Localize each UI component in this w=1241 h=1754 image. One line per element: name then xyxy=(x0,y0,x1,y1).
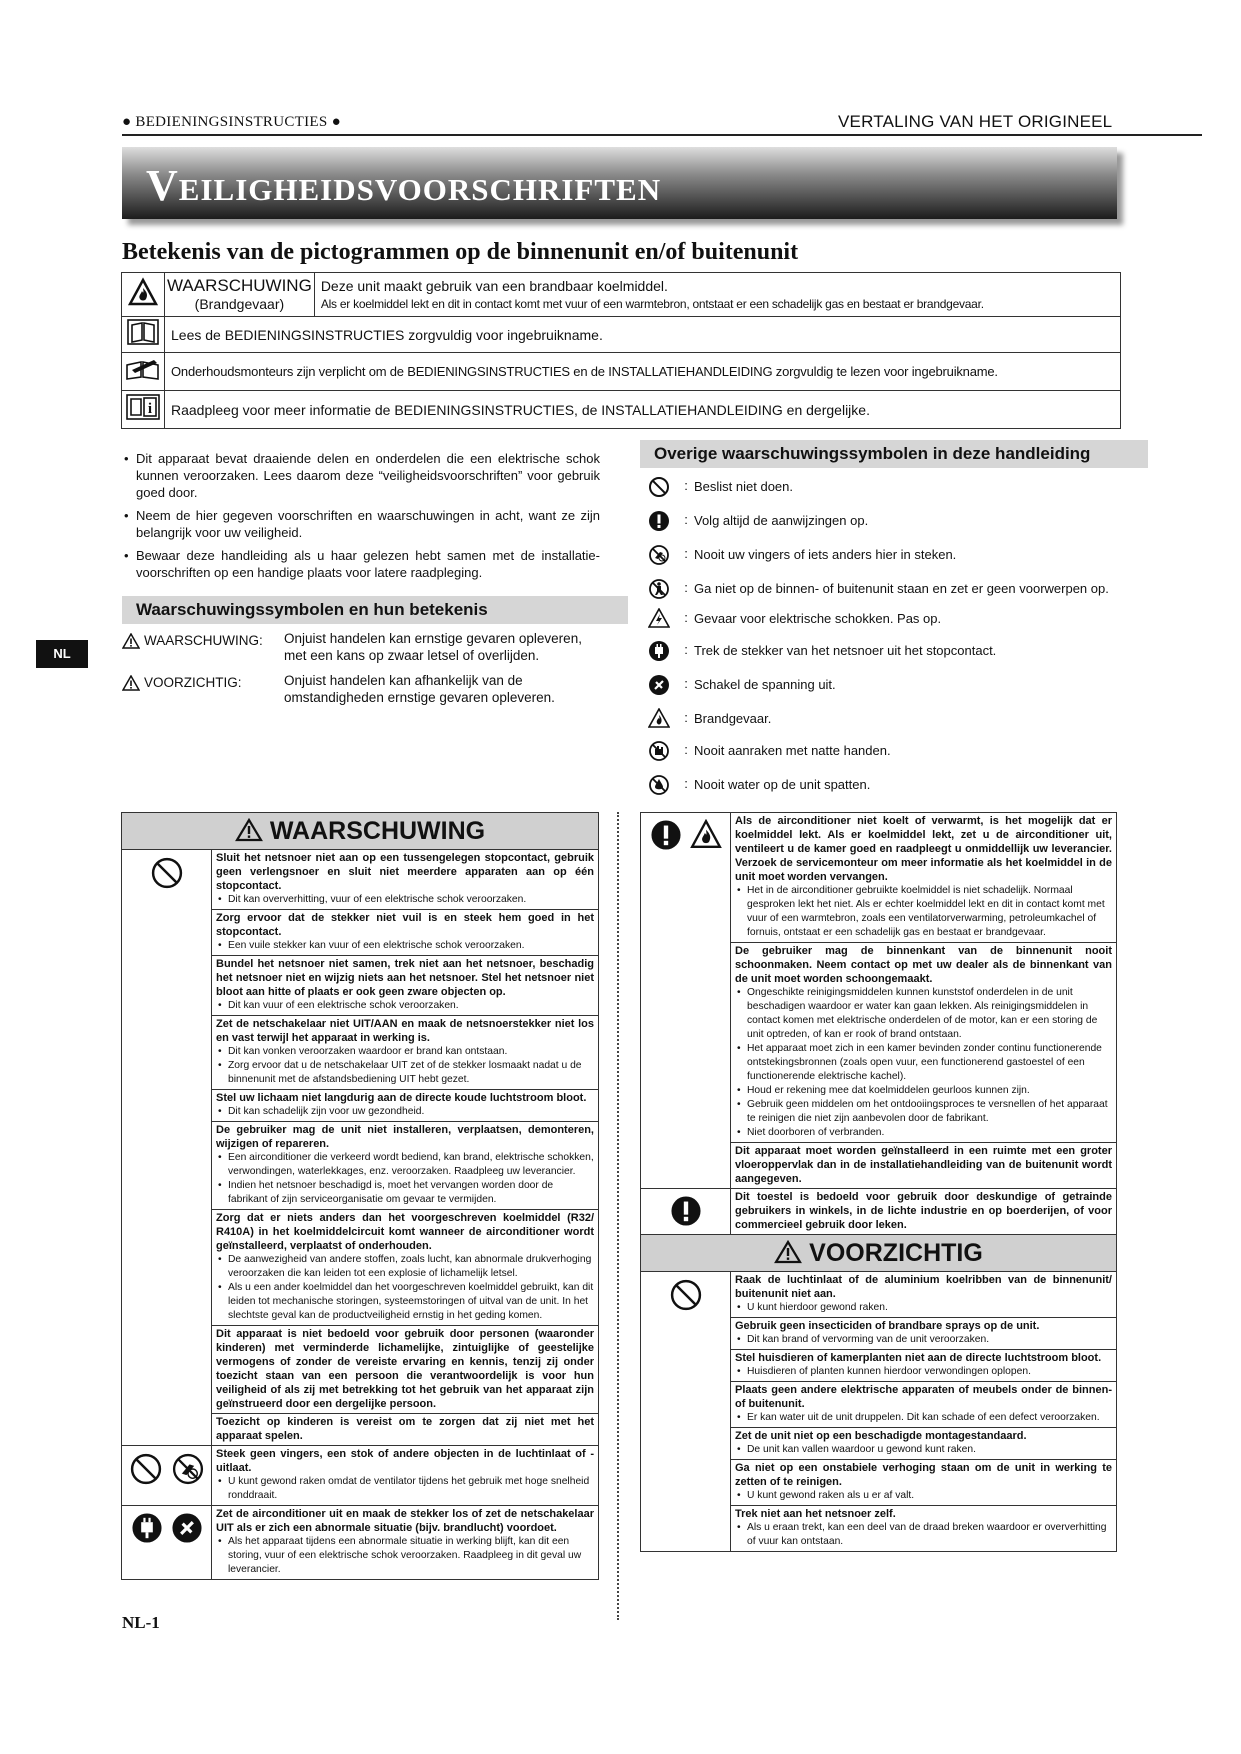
warning-item-bullet: • Als u eraan trekt, kan een deel van de draad breken waardoor er oververhitting of vuur kan ontstaan. xyxy=(735,1521,1112,1549)
warning-group xyxy=(122,1506,598,1579)
page-title: Veiligheidsvoorschriften xyxy=(146,161,662,210)
symbol-text: Nooit aanraken met natte handen. xyxy=(694,743,891,758)
pictogram-cell xyxy=(122,317,165,353)
caution-symbol-text: Onjuist handelen kan afhankelijk van de omstandigheden ernstige gevaren opleveren. xyxy=(284,673,555,705)
pictogram-cell xyxy=(122,273,165,317)
intro-bullet: • Neem de hier gegeven voorschriften en waarschuwingen in acht, want ze zijn belangrijk voor uw veiligheid. xyxy=(122,507,600,541)
warning-item-title: Als de airconditioner niet koelt of verwarmt, is het mogelijk dat er koelmiddel lekt. Als er koelmiddel lekt, zet u de airconditioner uit, ventileert u de kamer goed en raadpleegt u onmiddellijk uw leverancier. Verzoek de servicemonteur om meer informatie als het koelmiddel in de unit moet worden vervangen. xyxy=(735,815,1112,883)
warning-group xyxy=(641,813,1116,1189)
warning-item-title: Ga niet op een onstabiele verhoging staan om de unit in werking te zetten of te reinigen. xyxy=(735,1462,1112,1488)
warning-item-title: Toezicht op kinderen is vereist om te zorgen dat zij niet met het apparaat spelen. xyxy=(216,1416,594,1442)
warning-item xyxy=(212,1016,598,1090)
caution-symbol-label: VOORZICHTIG: xyxy=(144,675,242,690)
warning-item xyxy=(731,813,1116,943)
fire-warning-icon xyxy=(128,277,158,307)
symbol-colon: : xyxy=(684,710,688,725)
warning-item xyxy=(212,1210,598,1326)
symbol-text: Trek de stekker van het netsnoer uit het stopcontact. xyxy=(694,643,997,658)
warning-symbol-row xyxy=(122,630,600,664)
right-warning-table xyxy=(640,812,1117,1552)
symbol-text: Ga niet op de binnen- of buitenunit staan en zet er geen voorwerpen op. xyxy=(694,581,1109,596)
header-left-title: ● BEDIENINGSINSTRUCTIES ● xyxy=(122,114,341,130)
warning-group-icons xyxy=(641,1189,731,1234)
warning-group-icons xyxy=(641,1272,731,1551)
warning-label: WAARSCHUWING xyxy=(167,275,312,295)
svg-text:i: i xyxy=(147,401,153,417)
caution-table-header xyxy=(641,1234,1116,1272)
warning-group-items xyxy=(212,1446,598,1505)
power-off-icon xyxy=(648,674,670,696)
warning-group-items xyxy=(212,850,598,1445)
warning-item xyxy=(212,1414,598,1445)
warning-item-bullet: • Als u een ander koelmiddel dan het voorgeschreven koelmiddel gebruikt, kan dit leiden tot mechanische storingen, systeemstoringen of uitval van de unit. In het slechtste geval kan de productveiligheid ernstig in het geding komen. xyxy=(216,1281,594,1323)
caution-table-title: VOORZICHTIG xyxy=(809,1239,983,1267)
warning-item-bullet: • Het in de airconditioner gebruikte koelmiddel is niet schadelijk. Normaal gesproken lekt het niet. Als er echter koelmiddel lekt en dit in contact komt met vuur of een warmtebron, zoals een ventilatorverwarming, petroleumkachel of fornuis, ontstaat er een schadelijk gas en bestaat er brandgevaar. xyxy=(735,884,1112,940)
fire-hazard-label: (Brandgevaar) xyxy=(194,295,285,312)
info-text: Raadpleeg voor meer informatie de BEDIENINGSINSTRUCTIES, de INSTALLATIEHANDLEIDING en dergelijke. xyxy=(165,391,1121,429)
warning-item xyxy=(212,1122,598,1210)
warning-table xyxy=(121,812,599,1580)
warning-group-icons xyxy=(122,1446,212,1505)
symbol-colon: : xyxy=(684,776,688,791)
warning-item-bullet: • Houd er rekening mee dat koelmiddelen geurloos kunnen zijn. xyxy=(735,1084,1112,1098)
warning-item-bullet: • Niet doorboren of verbranden. xyxy=(735,1126,1112,1140)
warning-item xyxy=(731,1382,1116,1428)
warning-item xyxy=(212,910,598,956)
warning-symbol-row xyxy=(122,672,600,706)
pictogram-row xyxy=(122,391,1121,429)
fire-hazard-icon xyxy=(648,708,670,728)
pictogram-row xyxy=(122,317,1121,353)
intro-bullet: • Dit apparaat bevat draaiende delen en onderdelen die een elektrische schok kunnen veroorzaken. Lees daarom deze “veiligheidsvoorschriften” voor gebruik goed door. xyxy=(122,450,600,501)
service-manual-text: Onderhoudsmonteurs zijn verplicht om de BEDIENINGSINSTRUCTIES en de INSTALLATIEHANDLEIDING zorgvuldig te lezen voor ingebruikname. xyxy=(165,353,1121,391)
warning-item xyxy=(212,1326,598,1414)
pictogram-section-heading: Betekenis van de pictogrammen op de binnenunit en/of buitenunit xyxy=(122,239,799,265)
warning-item-bullet: • Dit kan vuur of een elektrische schok veroorzaken. xyxy=(216,999,594,1013)
warning-item xyxy=(212,850,598,910)
warning-item-bullet: • Een vuile stekker kan vuur of een elektrische schok veroorzaken. xyxy=(216,939,594,953)
intro-bullet: • Bewaar deze handleiding als u haar gelezen hebt samen met de installatie-voorschriften op een handige plaats voor latere raadpleging. xyxy=(122,547,600,581)
warning-group xyxy=(641,1272,1116,1551)
symbol-colon: : xyxy=(684,642,688,657)
page-number: NL-1 xyxy=(122,1613,160,1632)
unplug-icon xyxy=(648,640,670,662)
warning-table-title: WAARSCHUWING xyxy=(269,817,486,845)
warning-item-bullet: • Als het apparaat tijdens een abnormale situatie in werking blijft, kan dit een storing, vuur of een elektrische schok veroorzaken. Raadpleeg in dit geval uw leverancier. xyxy=(216,1535,594,1577)
symbol-row xyxy=(648,510,1118,535)
warning-group-items xyxy=(731,1272,1116,1551)
prohibited-icon xyxy=(669,1278,703,1551)
symbol-text: Gevaar voor elektrische schokken. Pas op. xyxy=(694,611,942,626)
other-symbols-list xyxy=(648,476,1118,808)
warning-table-header xyxy=(122,813,598,850)
intro-bullets xyxy=(122,450,600,587)
warning-item xyxy=(731,1428,1116,1460)
pictogram-label-cell xyxy=(165,273,315,317)
warning-item-bullet: • Er kan water uit de unit druppelen. Dit kan schade of een defect veroorzaken. xyxy=(735,1411,1112,1425)
no-fingers-icon xyxy=(648,544,670,566)
warning-item-title: Zet de unit niet op een beschadigde montagestandaard. xyxy=(735,1430,1027,1442)
warning-item-title: Zet de airconditioner uit en maak de stekker los of zet de netschakelaar UIT als er zich een abnormale situatie (bijv. brandlucht) voordoet. xyxy=(216,1508,594,1534)
symbol-row xyxy=(648,578,1118,603)
warning-item-title: Trek niet aan het netsnoer zelf. xyxy=(735,1508,896,1520)
warning-item-title: Gebruik geen insecticiden of brandbare sprays op de unit. xyxy=(735,1320,1040,1332)
warning-item xyxy=(731,1506,1116,1551)
warning-triangle-icon xyxy=(235,818,263,842)
warning-symbols-heading: Waarschuwingssymbolen en hun betekenis xyxy=(122,596,628,624)
warning-group-items xyxy=(212,1506,598,1579)
warning-item-bullet: • Gebruik geen middelen om het ontdooiingsproces te versnellen of het apparaat te reinigen die niet zijn aanbevolen door de fabrikant. xyxy=(735,1098,1112,1126)
warning-triangle-icon xyxy=(122,633,140,649)
warning-item xyxy=(731,1272,1116,1318)
warning-item-title: Stel huisdieren of kamerplanten niet aan de directe luchtstroom bloot. xyxy=(735,1352,1102,1364)
pictogram-table xyxy=(121,272,1121,429)
caution-triangle-icon xyxy=(122,675,140,691)
warning-item xyxy=(731,1143,1116,1188)
warning-item-bullet: • Dit kan oververhitting, vuur of een elektrische schok veroorzaken. xyxy=(216,893,594,907)
warning-item xyxy=(212,1506,598,1579)
service-manual-icon xyxy=(124,357,162,381)
no-stepping-icon xyxy=(648,578,670,600)
pictogram-cell xyxy=(122,391,165,429)
fire-warning-icon xyxy=(690,819,722,1188)
warning-item xyxy=(212,1090,598,1122)
manual-book-icon xyxy=(127,319,159,345)
symbol-text: Nooit water op de unit spatten. xyxy=(694,777,871,792)
symbol-row xyxy=(648,608,1118,631)
warning-item-bullet: • Indien het netsnoer beschadigd is, moet het vervangen worden door de fabrikant of zijn serviceorganisatie om gevaar te vermijden. xyxy=(216,1179,594,1207)
caution-triangle-icon xyxy=(774,1240,802,1264)
no-fingers-icon xyxy=(171,1452,205,1505)
warning-item-bullet: • U kunt gewond raken als u er af valt. xyxy=(735,1489,1112,1503)
mandatory-icon xyxy=(650,819,682,1188)
warning-item-bullet: • Huisdieren of planten kunnen hierdoor verwondingen oplopen. xyxy=(735,1365,1112,1379)
warning-item-title: Dit apparaat is niet bedoeld voor gebruik door personen (waaronder kinderen) met verminderde lichamelijke, zintuiglijke of geestelijke vermogens of zonder de vereiste ervaring en kennis, tenzij zij onder toezicht staan van een persoon die verantwoordelijk is voor hun veiligheid of als zij met betrekking tot het gebruik van het apparaat zijn geïnstrueerd door een dergelijke persoon. xyxy=(216,1328,594,1410)
language-tab: NL xyxy=(36,640,88,668)
warning-item-bullet: • Ongeschikte reinigingsmiddelen kunnen kunststof onderdelen in de unit beschadigen waardoor er water kan gaan lekken. Als reinigingsmiddelen in contact komen met elektrische onderdelen of de motor, kan er een storing de unit optreden, of kan er rook of brand ontstaan. xyxy=(735,986,1112,1042)
pictogram-text-cell xyxy=(314,273,1120,317)
warning-item xyxy=(212,956,598,1016)
warning-group xyxy=(122,1446,598,1506)
warning-group xyxy=(122,850,598,1446)
warning-item-title: Raak de luchtinlaat of de aluminium koelribben van de binnenunit/ buitenunit niet aan. xyxy=(735,1274,1112,1300)
warning-item-bullet: • Een airconditioner die verkeerd wordt bediend, kan brand, elektrische schokken, verwondingen, waterlekkages, enz. veroorzaken. Raadpleeg uw leverancier. xyxy=(216,1151,594,1179)
warning-group-items xyxy=(731,1189,1116,1234)
warning-item-title: De gebruiker mag de binnenkant van de binnenunit nooit schoonmaken. Neem contact op met uw dealer als de binnenkant van de unit moet worden schoongemaakt. xyxy=(735,945,1112,985)
symbol-row xyxy=(648,674,1118,699)
warning-item-bullet: • Dit kan schadelijk zijn voor uw gezondheid. xyxy=(216,1105,594,1119)
header-rule xyxy=(122,134,1202,136)
pictogram-row xyxy=(122,273,1121,317)
mandatory-icon xyxy=(648,510,670,532)
symbol-row xyxy=(648,740,1118,765)
prohibited-icon xyxy=(648,476,670,498)
symbol-row xyxy=(648,476,1118,501)
symbol-colon: : xyxy=(684,742,688,757)
power-off-icon xyxy=(171,1512,203,1579)
warning-item xyxy=(731,1350,1116,1382)
warning-group-icons xyxy=(641,813,731,1188)
no-water-splash-icon xyxy=(648,774,670,796)
warning-item-title: Zet de netschakelaar niet UIT/AAN en maak de netsnoerstekker niet los en vast terwijl het apparaat in werking is. xyxy=(216,1018,594,1044)
warning-item-title: Steek geen vingers, een stok of andere objecten in de luchtinlaat of -uitlaat. xyxy=(216,1448,594,1474)
warning-item xyxy=(731,1189,1116,1234)
symbol-row xyxy=(648,708,1118,731)
header-right-title: VERTALING VAN HET ORIGINEEL xyxy=(838,112,1113,131)
warning-item xyxy=(731,1318,1116,1350)
warning-item xyxy=(731,1460,1116,1506)
warning-item-bullet: • Dit kan vonken veroorzaken waardoor er brand kan ontstaan. xyxy=(216,1045,594,1059)
prohibited-icon xyxy=(129,1452,163,1505)
warning-item-title: Zorg dat er niets anders dan het voorgeschreven koelmiddel (R32/ R410A) in het koelmiddelcircuit komt wanneer de airconditioner wordt geïnstalleerd, verplaatst of onderhouden. xyxy=(216,1212,594,1252)
warning-item-title: Bundel het netsnoer niet samen, trek niet aan het netsnoer, beschadig het netsnoer niet en wijzig niets aan het netsnoer. Stel het netsnoer niet bloot aan hitte of plaats er ook geen zware objecten op. xyxy=(216,958,594,998)
warning-item-title: De gebruiker mag de unit niet installeren, verplaatsen, demonteren, wijzigen of repareren. xyxy=(216,1124,594,1150)
read-manual-text: Lees de BEDIENINGSINSTRUCTIES zorgvuldig voor ingebruikname. xyxy=(165,317,1121,353)
pictogram-row xyxy=(122,353,1121,391)
warning-group-items xyxy=(731,813,1116,1188)
symbol-row xyxy=(648,774,1118,799)
warning-groups xyxy=(122,850,598,1579)
warning-symbol-label: WAARSCHUWING: xyxy=(144,633,263,648)
prohibited-icon xyxy=(150,856,184,1445)
warning-group-icons xyxy=(122,850,212,1445)
symbol-text: Volg altijd de aanwijzingen op. xyxy=(694,513,869,528)
refrigerant-detail-line: Als er koelmiddel lekt en dit in contact komt met vuur of een warmtebron, ontstaat er een schadelijk gas en bestaat er brandgevaar. xyxy=(320,296,984,311)
caution-groups xyxy=(641,1272,1116,1551)
pictogram-cell xyxy=(122,353,165,391)
warning-item-title: Dit apparaat moet worden geïnstalleerd in een ruimte met een groter vloeroppervlak dan in de installatiehandleiding van de buitenunit wordt aangegeven. xyxy=(735,1145,1112,1185)
warning-symbol-text: Onjuist handelen kan ernstige gevaren opleveren, met een kans op zwaar letsel of overlijden. xyxy=(284,631,582,663)
symbol-text: Schakel de spanning uit. xyxy=(694,677,836,692)
symbol-colon: : xyxy=(684,676,688,691)
warning-item-bullet: • De unit kan vallen waardoor u gewond kunt raken. xyxy=(735,1443,1112,1457)
warning-item-title: Sluit het netsnoer niet aan op een tussengelegen stopcontact, gebruik geen verlengsnoer en sluit niet meerdere apparaten aan op één stopcontact. xyxy=(216,852,594,892)
warning-group-icons xyxy=(122,1506,212,1579)
symbol-row xyxy=(648,544,1118,569)
warning-item-bullet: • Zorg ervoor dat u de netschakelaar UIT zet of de stekker losmaakt nadat u de binnenunit met de afstandsbediening UIT hebt gezet. xyxy=(216,1059,594,1087)
warning-item-bullet: • U kunt gewond raken omdat de ventilator tijdens het gebruik met hoge snelheid ronddraait. xyxy=(216,1475,594,1503)
info-book-icon xyxy=(126,394,160,420)
symbol-colon: : xyxy=(684,580,688,595)
warning-item xyxy=(731,943,1116,1143)
symbol-row xyxy=(648,640,1118,665)
warning-item-title: Zorg ervoor dat de stekker niet vuil is en steek hem goed in het stopcontact. xyxy=(216,912,594,938)
other-symbols-heading: Overige waarschuwingssymbolen in deze handleiding xyxy=(640,440,1148,468)
no-wet-hands-icon xyxy=(648,740,670,762)
warning-group xyxy=(641,1189,1116,1234)
warning-item-bullet: • U kunt hierdoor gewond raken. xyxy=(735,1301,1112,1315)
warning-item-bullet: • Het apparaat moet zich in een kamer bevinden zonder continu functionerende ontstekingsbronnen (zoals open vuur, een functionerend gastoestel of een functionerende elektrische kachel). xyxy=(735,1042,1112,1084)
warning-item-title: Dit toestel is bedoeld voor gebruik door deskundige of getrainde gebruikers in winkels, in de lichte industrie en op boerderijen, of voor commercieel gebruik door leken. xyxy=(735,1191,1112,1231)
symbol-colon: : xyxy=(684,610,688,625)
symbol-colon: : xyxy=(684,512,688,527)
electric-shock-icon xyxy=(648,608,670,628)
warning-item-title: Plaats geen andere elektrische apparaten of meubels onder de binnen- of buitenunit. xyxy=(735,1384,1112,1410)
warning-symbols-list xyxy=(122,630,600,714)
symbol-colon: : xyxy=(684,478,688,493)
symbol-text: Nooit uw vingers of iets anders hier in steken. xyxy=(694,547,957,562)
warning-item-title: Stel uw lichaam niet langdurig aan de directe koude luchtstroom bloot. xyxy=(216,1092,587,1104)
right-warning-groups xyxy=(641,813,1116,1234)
warning-item xyxy=(212,1446,598,1505)
warning-item-bullet: • De aanwezigheid van andere stoffen, zoals lucht, kan abnormale drukverhoging veroorzaken die kan leiden tot een explosie of lichamelijk letsel. xyxy=(216,1253,594,1281)
warning-item-bullet: • Dit kan brand of vervorming van de unit veroorzaken. xyxy=(735,1333,1112,1347)
symbol-text: Beslist niet doen. xyxy=(694,479,794,494)
mandatory-icon xyxy=(670,1195,702,1234)
symbol-text: Brandgevaar. xyxy=(694,711,772,726)
refrigerant-line: Deze unit maakt gebruik van een brandbaar koelmiddel. xyxy=(320,277,668,294)
column-divider xyxy=(617,812,619,1620)
symbol-colon: : xyxy=(684,546,688,561)
unplug-icon xyxy=(131,1512,163,1579)
